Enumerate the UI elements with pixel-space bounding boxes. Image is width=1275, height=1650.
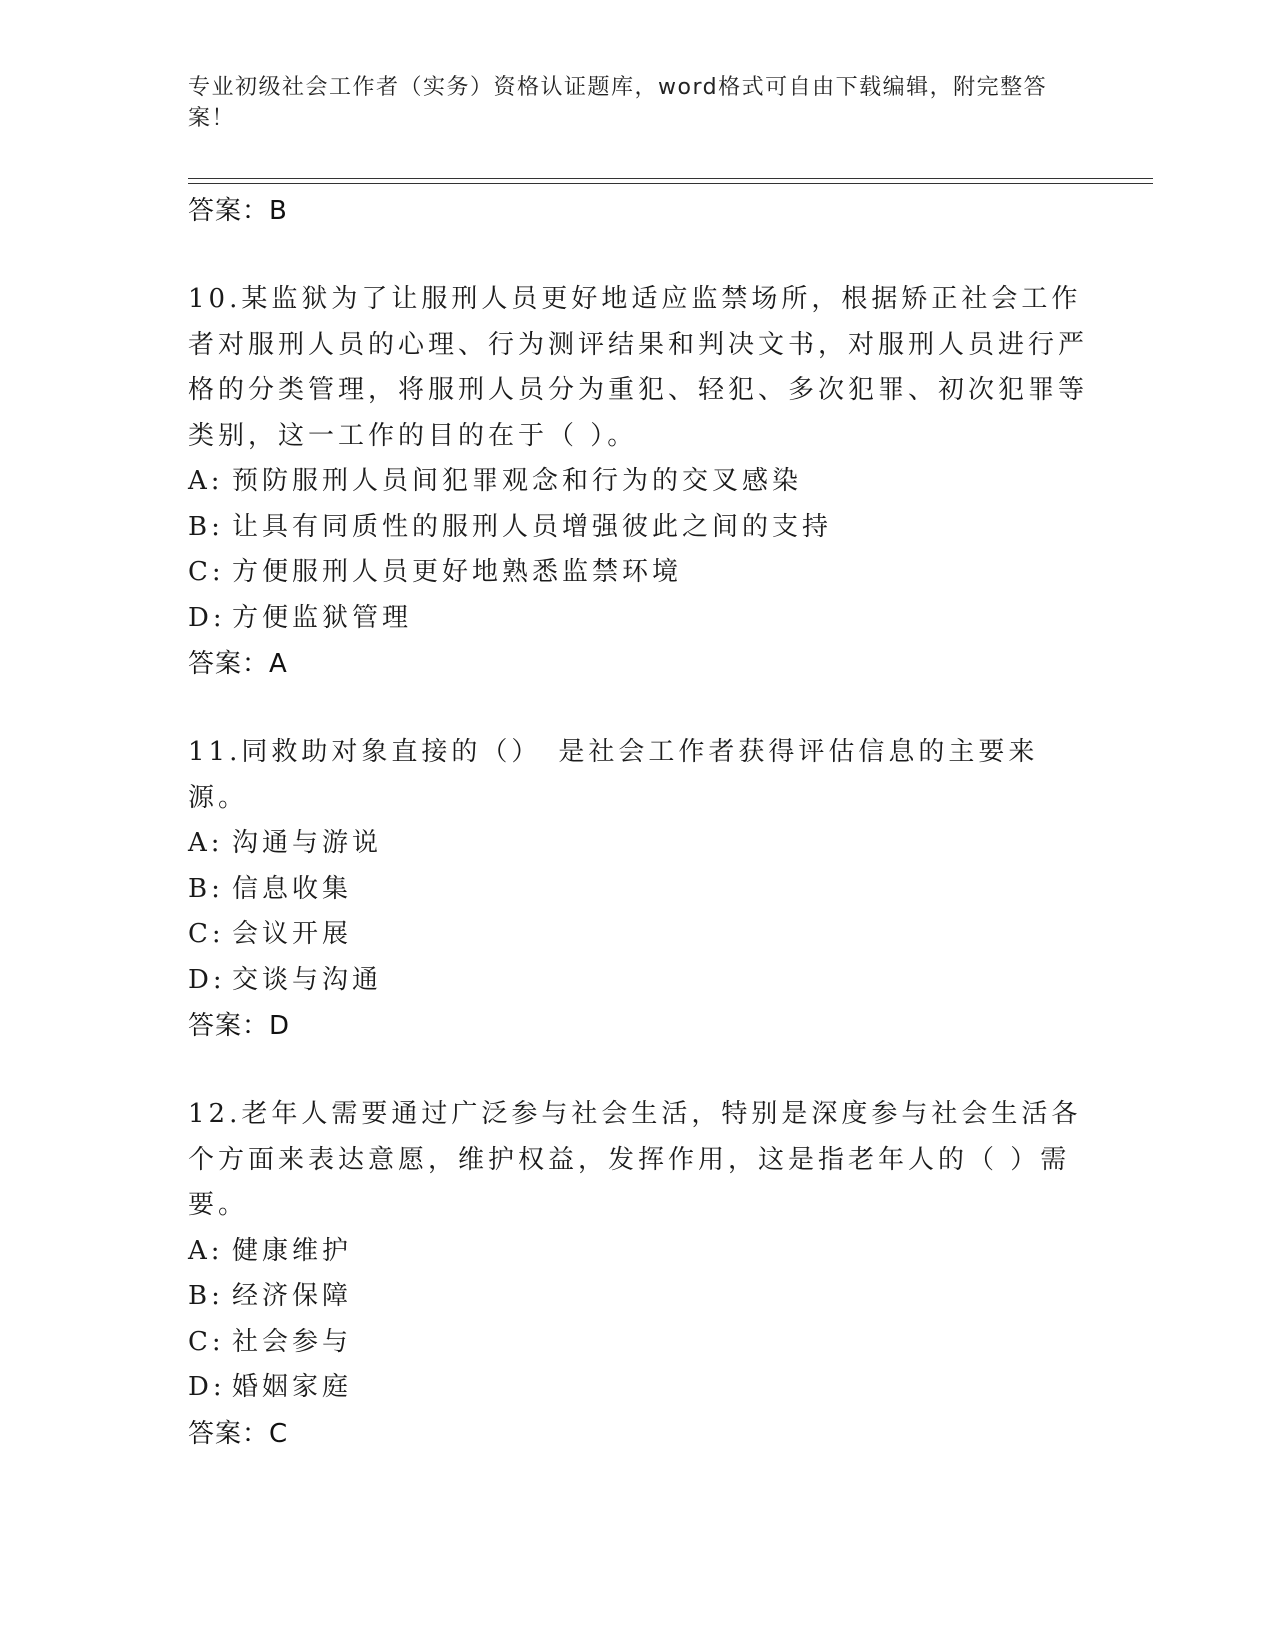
header-rule-bottom — [188, 183, 1153, 184]
option-c — [188, 912, 1088, 958]
option-letter: D: — [188, 602, 226, 633]
spacer — [188, 1049, 1088, 1092]
option-text: 预防服刑人员间犯罪观念和行为的交叉感染 — [232, 466, 803, 496]
option-letter: A: — [188, 1235, 224, 1266]
option-text: 交谈与沟通 — [232, 964, 383, 995]
option-letter: B: — [188, 511, 224, 542]
option-text: 方便服刑人员更好地熟悉监禁环境 — [232, 557, 683, 587]
answer-label: 答案：A — [188, 649, 288, 679]
option-letter: D: — [188, 964, 226, 995]
option-text: 让具有同质性的服刑人员增强彼此之间的支持 — [232, 511, 833, 542]
question-item — [188, 1092, 1088, 1457]
option-letter: D: — [188, 1372, 226, 1402]
option-b — [188, 505, 1088, 551]
option-text: 方便监狱管理 — [232, 602, 413, 633]
option-a — [188, 1229, 1088, 1275]
option-text: 沟通与游说 — [232, 828, 383, 858]
option-letter: C: — [188, 557, 225, 587]
question-stem: 11.同救助对象直接的（） 是社会工作者获得评估信息的主要来源。 — [188, 737, 1039, 813]
question-stem: 12.老年人需要通过广泛参与社会生活，特别是深度参与社会生活各个方面来表达意愿，维护权益，发挥作用，这是指老年人的（ ）需要。 — [188, 1099, 1082, 1220]
header-rule-top — [188, 178, 1153, 179]
question-item — [188, 277, 1088, 687]
question-list — [188, 188, 1088, 1457]
option-a — [188, 459, 1088, 505]
option-text: 会议开展 — [232, 919, 353, 949]
answer-label: 答案：D — [188, 1011, 291, 1041]
option-d — [188, 1365, 1088, 1411]
spacer — [188, 234, 1088, 277]
option-b — [188, 1274, 1088, 1320]
option-c — [188, 1320, 1088, 1366]
option-letter: A: — [188, 828, 224, 858]
option-text: 经济保障 — [232, 1281, 353, 1311]
answer-label: 答案：C — [188, 1418, 289, 1449]
page-header: 专业初级社会工作者（实务）资格认证题库，word格式可自由下载编辑，附完整答案！ — [188, 75, 1048, 131]
question-stem: 10.某监狱为了让服刑人员更好地适应监禁场所，根据矫正社会工作者对服刑人员的心理、行为测评结果和判决文书，对服刑人员进行严格的分类管理，将服刑人员分为重犯、轻犯、多次犯罪、初次犯罪等类别，这一工作的目的在于（ ）。 — [188, 284, 1089, 451]
option-a — [188, 821, 1088, 867]
option-b — [188, 867, 1088, 913]
option-text: 婚姻家庭 — [232, 1372, 353, 1402]
option-letter: C: — [188, 1326, 225, 1357]
option-c — [188, 550, 1088, 596]
option-letter: A: — [188, 466, 224, 496]
option-d — [188, 596, 1088, 642]
question-item — [188, 730, 1088, 1049]
option-text: 社会参与 — [232, 1326, 353, 1357]
spacer — [188, 687, 1088, 730]
previous-answer: 答案：B — [188, 196, 288, 226]
option-letter: B: — [188, 873, 224, 904]
option-letter: C: — [188, 919, 225, 949]
option-text: 健康维护 — [232, 1235, 353, 1266]
option-letter: B: — [188, 1281, 224, 1311]
option-d — [188, 958, 1088, 1004]
option-text: 信息收集 — [232, 873, 353, 904]
